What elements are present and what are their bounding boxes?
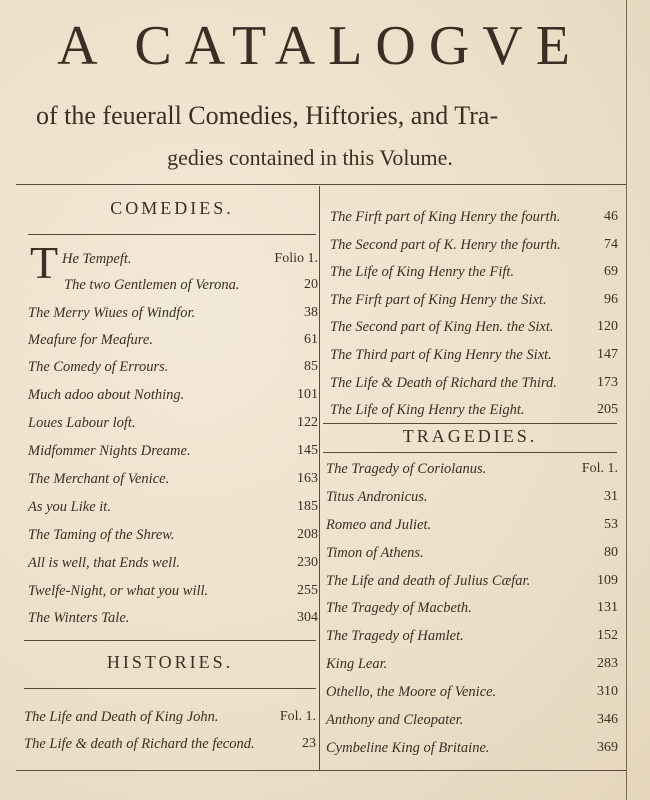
- tragedy-entry: [326, 597, 618, 621]
- history-entry: [330, 261, 618, 285]
- entry-page: 38: [304, 305, 318, 320]
- comedy-entry: [28, 412, 318, 436]
- entry-title: The Life of King Henry the Fift.: [330, 264, 515, 280]
- histories-heading: HISTORIES.: [106, 652, 234, 672]
- entry-title: The Second part of K. Henry the fourth.: [330, 237, 561, 253]
- entry-page: 53: [604, 517, 618, 532]
- comedy-entry: [28, 496, 318, 520]
- history-entry: [330, 234, 618, 258]
- entry-title: Twelfe-Night, or what you will.: [28, 583, 209, 599]
- entry-page: 85: [304, 359, 318, 374]
- entry-page: Fol. 1.: [581, 461, 618, 476]
- entry-title: He Tempeft.: [62, 251, 132, 267]
- entry-title: The Taming of the Shrew.: [28, 527, 175, 543]
- entry-title: The Third part of King Henry the Sixt.: [330, 347, 552, 363]
- entry-page: 122: [297, 415, 318, 430]
- entry-title: All is well, that Ends well.: [28, 555, 180, 571]
- history-entry: [330, 206, 618, 230]
- history-entry: [24, 733, 316, 757]
- page-title: A CATALOGVE: [57, 15, 583, 77]
- history-entry: [330, 289, 618, 313]
- tragedies-heading: TRAGEDIES.: [402, 426, 538, 446]
- entry-page: 69: [604, 264, 618, 279]
- comedy-entry: [28, 524, 318, 548]
- column-divider: [319, 186, 320, 770]
- entry-page: 74: [604, 237, 618, 252]
- comedy-entry: [28, 468, 318, 492]
- entry-title: The Tragedy of Macbeth.: [326, 600, 472, 616]
- entry-title: The Firft part of King Henry the Sixt.: [330, 292, 547, 308]
- drop-cap: T: [30, 237, 59, 288]
- entry-page: Folio 1.: [274, 251, 318, 266]
- entry-title: Romeo and Juliet.: [326, 517, 432, 533]
- entry-title: Anthony and Cleopater.: [326, 712, 464, 728]
- histories-rule: [24, 688, 316, 689]
- entry-title: The Tragedy of Coriolanus.: [326, 461, 487, 477]
- comedy-entry: [62, 248, 318, 272]
- entry-page: 46: [604, 209, 618, 224]
- tragedy-entry: [326, 653, 618, 677]
- footer-rule: [16, 770, 626, 771]
- comedy-entry: [28, 552, 318, 576]
- comedy-entry: [28, 329, 318, 353]
- tragedy-entry: [326, 514, 618, 538]
- tragedy-entry: [326, 625, 618, 649]
- entry-title: Meafure for Meafure.: [28, 332, 153, 348]
- page-edge-rule: [626, 0, 627, 800]
- entry-page: 120: [597, 319, 618, 334]
- entry-page: 369: [597, 740, 618, 755]
- tragedy-entry: [326, 681, 618, 705]
- entry-page: 208: [297, 527, 318, 542]
- subtitle-line-1: of the feuerall Comedies, Hiftories, and Tra-: [36, 101, 499, 130]
- entry-page: 147: [597, 347, 618, 362]
- entry-page: 109: [597, 573, 618, 588]
- comedy-entry: [28, 580, 318, 604]
- entry-title: Timon of Athens.: [326, 545, 424, 561]
- tragedy-entry: [326, 570, 618, 594]
- history-entry: [330, 399, 618, 423]
- entry-title: The two Gentlemen of Verona.: [64, 277, 240, 293]
- subtitle-line-2: gedies contained in this Volume.: [167, 145, 453, 170]
- entry-title: The Merry Wiues of Windfor.: [28, 305, 196, 321]
- entry-title: Cymbeline King of Britaine.: [326, 740, 490, 756]
- entry-title: The Life & death of Richard the fecond.: [24, 736, 255, 752]
- entry-title: The Comedy of Errours.: [28, 359, 169, 375]
- entry-title: The Second part of King Hen. the Sixt.: [330, 319, 554, 335]
- comedy-entry: [28, 356, 318, 380]
- entry-title: The Life & Death of Richard the Third.: [330, 375, 557, 391]
- entry-title: Midfommer Nights Dreame.: [28, 443, 191, 459]
- tragedy-entry: [326, 737, 618, 761]
- entry-page: 283: [597, 656, 618, 671]
- entry-page: 230: [297, 555, 318, 570]
- entry-page: 163: [297, 471, 318, 486]
- comedies-heading: COMEDIES.: [110, 198, 234, 218]
- comedy-entry: [28, 384, 318, 408]
- entry-page: 20: [304, 277, 318, 292]
- entry-title: The Life and Death of King John.: [24, 709, 219, 725]
- tragedy-entry: [326, 542, 618, 566]
- tragedies-rule: [323, 452, 617, 453]
- entry-page: 205: [597, 402, 618, 417]
- entry-title: Loues Labour loft.: [28, 415, 136, 431]
- entry-title: The Firft part of King Henry the fourth.: [330, 209, 561, 225]
- comedy-entry: [28, 607, 318, 631]
- comedy-entry: [64, 274, 318, 298]
- history-entry: [330, 316, 618, 340]
- entry-title: The Merchant of Venice.: [28, 471, 170, 487]
- entry-page: 101: [297, 387, 318, 402]
- entry-page: 304: [297, 610, 318, 625]
- entry-page: 145: [297, 443, 318, 458]
- tragedy-entry: [326, 458, 618, 482]
- entry-page: 80: [604, 545, 618, 560]
- tragedy-entry: [326, 709, 618, 733]
- tragedies-top-rule: [323, 423, 617, 424]
- entry-page: 310: [597, 684, 618, 699]
- entry-page: 61: [304, 332, 318, 347]
- comedy-entry: [28, 440, 318, 464]
- comedies-rule: [28, 234, 316, 235]
- entry-title: The Life and death of Julius Cæfar.: [326, 573, 531, 589]
- entry-page: 173: [597, 375, 618, 390]
- entry-page: 185: [297, 499, 318, 514]
- tragedy-entry: [326, 486, 618, 510]
- history-entry: [330, 372, 618, 396]
- entry-title: Titus Andronicus.: [326, 489, 428, 505]
- entry-title: Othello, the Moore of Venice.: [326, 684, 497, 700]
- entry-title: The Winters Tale.: [28, 610, 130, 626]
- entry-page: 23: [302, 736, 316, 751]
- entry-page: 346: [597, 712, 618, 727]
- entry-page: Fol. 1.: [279, 709, 316, 724]
- entry-page: 152: [597, 628, 618, 643]
- header-rule: [16, 184, 626, 185]
- entry-title: King Lear.: [326, 656, 388, 672]
- history-entry: [24, 706, 316, 730]
- entry-title: As you Like it.: [28, 499, 111, 515]
- histories-top-rule: [24, 640, 316, 641]
- entry-title: The Tragedy of Hamlet.: [326, 628, 464, 644]
- entry-page: 255: [297, 583, 318, 598]
- history-entry: [330, 344, 618, 368]
- comedy-entry: [28, 302, 318, 326]
- entry-title: The Life of King Henry the Eight.: [330, 402, 525, 418]
- entry-title: Much adoo about Nothing.: [28, 387, 185, 403]
- entry-page: 96: [604, 292, 618, 307]
- entry-page: 31: [604, 489, 618, 504]
- entry-page: 131: [597, 600, 618, 615]
